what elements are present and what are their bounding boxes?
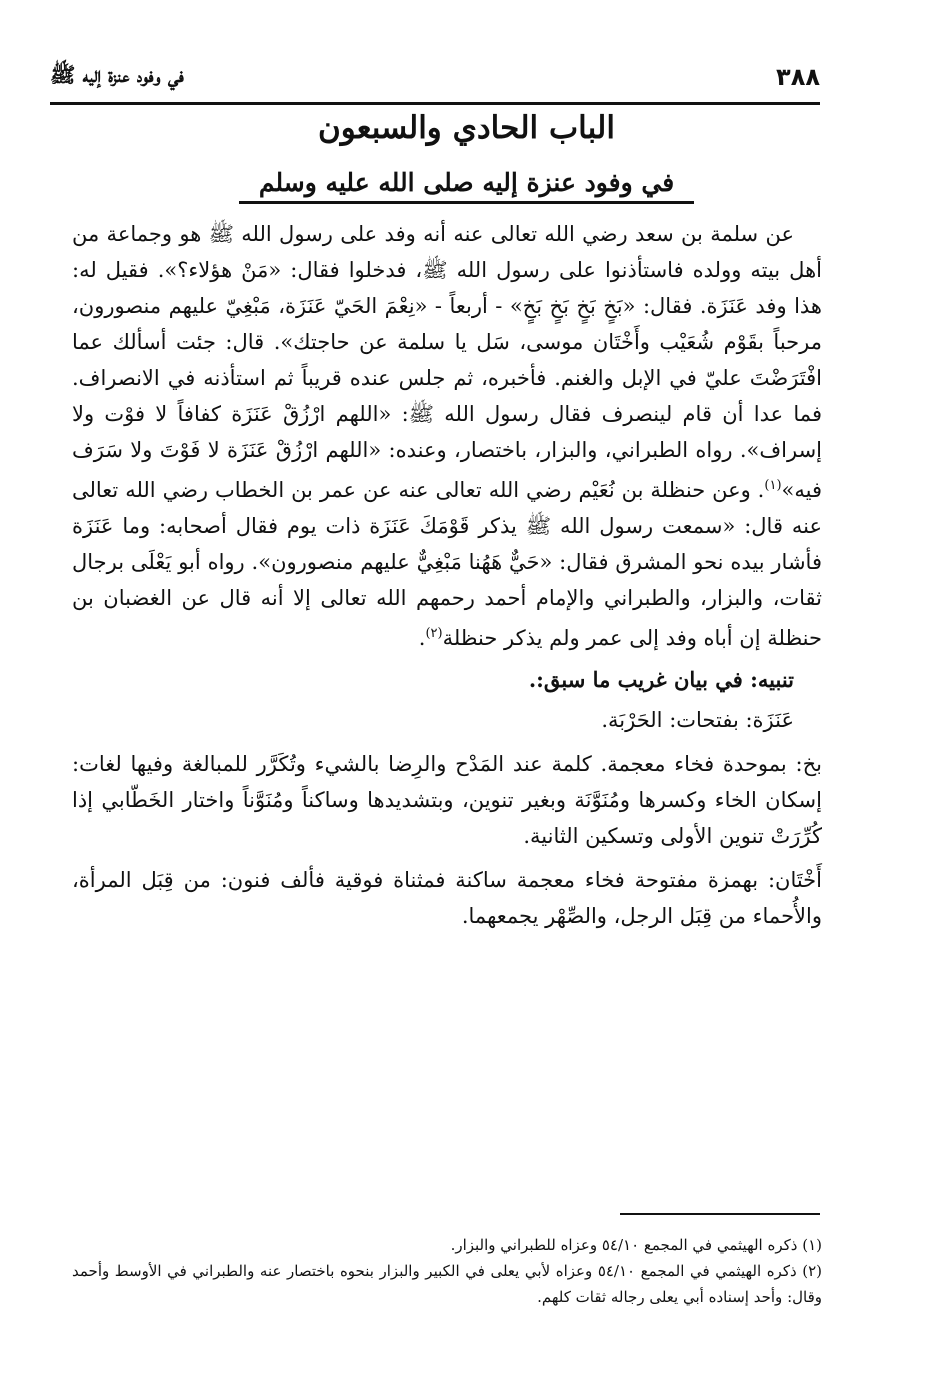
footnote-mark-1: (١) [764, 478, 782, 493]
chapter-title: الباب الحادي والسبعون [318, 110, 615, 146]
gloss-bakh: بخ: بموحدة فخاء معجمة. كلمة عند المَدْح والرِضا بالشيء وتُكَرَّر للمبالغة وفيها لغات: إسكان الخاء وكسرها ومُنَوَّنَة وبغير تنوين، وبتشديدها وساكناً ومُنَوَّناً واختار الخَطّابي إذا كُرِّرَتْ تنوين الأولى وتسكين الثانية. [72, 752, 822, 848]
running-title: في وفود عنزة إليه ﷺ [50, 61, 184, 87]
main-paragraph-part1: عن سلمة بن سعد رضي الله تعالى عنه أنه وفد على رسول الله ﷺ هو وجماعة من أهل بيته وولده فاستأذنوا على رسول الله ﷺ، فدخلوا فقال: «مَنْ هؤلاء؟». فقيل له: هذا وفد عَنَزَة. فقال: «بَخٍ بَخٍ بَخٍ بَخٍ» - أربعاً - «نِعْمَ الحَيّ عَنَزَة، مَبْغِيّ عليهم منصورون، مرحباً بقَوْم شُعَيْب وأَخْتَان موسى، سَل يا سلمة عن حاجتك». قال: جئت أسألك عما افْتَرَضْتَ عليّ في الإبل والغنم. فأخبره، ثم جلس عنده قريباً ثم استأذنه في الانصراف. فما عدا أن قام لينصرف فقال رسول الله ﷺ: «اللهم ارْزُقْ عَنَزَة كفافاً لا فوْت ولا إسراف». رواه الطبراني، والبزار، باختصار، وعنده: «اللهم ارْزُقْ عَنَزَة لا فَوْتَ ولا سَرَف فيه» [72, 222, 822, 502]
footnote-divider [620, 1213, 820, 1215]
main-paragraph-end: . [418, 626, 426, 650]
footnote-1: (١) ذكره الهيثمي في المجمع ٥٤/١٠ وعزاه للطبراني والبزار. [450, 1236, 822, 1254]
main-paragraph-part2: . وعن حنظلة بن نُعَيْم رضي الله تعالى عنه عن عمر بن الخطاب رضي الله تعالى عنه قال: «سمعت رسول الله ﷺ يذكر قَوْمَكَ عَنَزَة ذات يوم فقال أصحابه: وما عَنَزَة فأشار بيده نحو المشرق فقال: «حَيٌّ هَهُنا مَبْغِيٌّ عليهم منصورون». رواه أبو يَعْلَى برجال ثقات، والبزار، والطبراني والإمام أحمد رحمهم الله تعالى إلا أنه قال عن الغضبان بن حنظلة إن أباه وفد إلى عمر ولم يذكر حنظلة [72, 478, 822, 650]
chapter-subtitle [0, 168, 933, 197]
footnote-2: (٢) ذكره الهيثمي في المجمع ٥٤/١٠ وعزاه لأبي يعلى في الكبير والبزار بنحوه باختصار عنه والطبراني في الأوسط وأحمد وقال: وأحد إسناده أبي يعلى رجاله ثقات كلهم. [72, 1262, 823, 1306]
body-text [72, 216, 822, 934]
gloss-anazah: عَنَزَة: بفتحات: الحَرْبَة. [601, 708, 794, 732]
chapter-subtitle-text: في وفود عنزة إليه صلى الله عليه وسلم [239, 168, 694, 204]
note-heading: تنبيه: في بيان غريب ما سبق:. [528, 667, 794, 692]
page-header [50, 52, 820, 105]
main-paragraph [72, 216, 822, 656]
footnotes [72, 1232, 822, 1310]
page-number: ٣٨٨ [776, 63, 820, 91]
gloss-akhtan: أَخْتَان: بهمزة مفتوحة فخاء معجمة ساكنة فمثناة فوقية فألف فنون: من قِبَل المرأة، والأُحماء من قِبَل الرجل، والصِّهْر يجمعهما. [72, 868, 822, 928]
footnote-mark-2: (٢) [425, 626, 443, 641]
